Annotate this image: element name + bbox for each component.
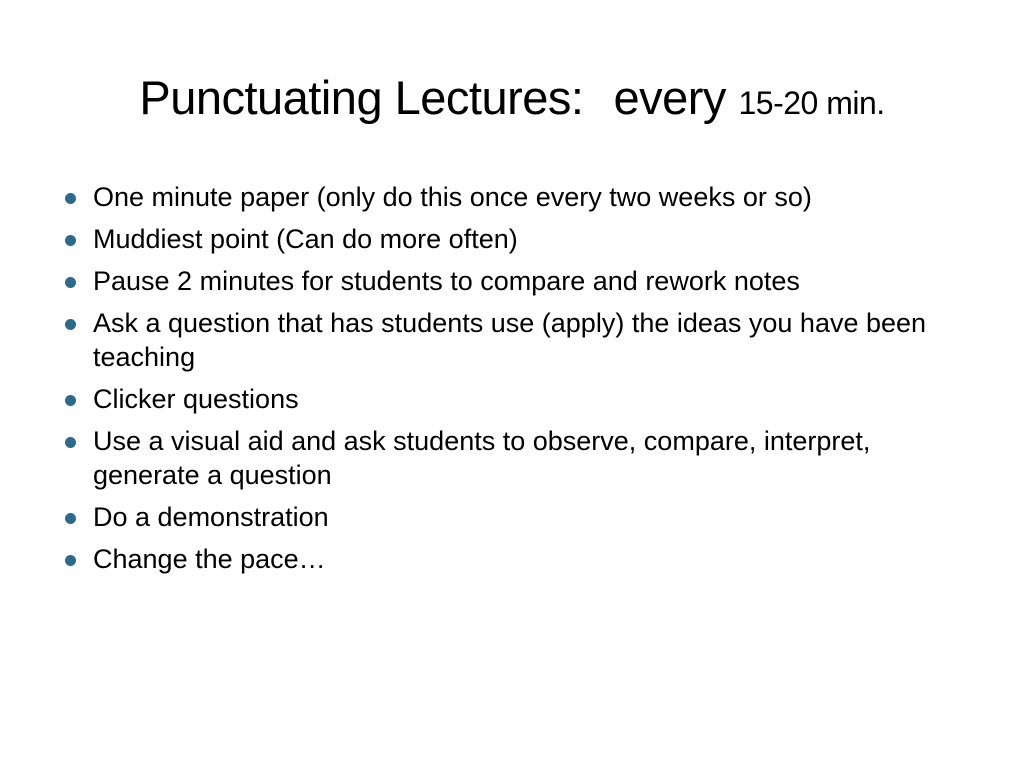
bullet-item <box>62 542 962 576</box>
bullet-item <box>62 424 962 492</box>
bullet-dot-icon <box>65 277 76 288</box>
bullet-item <box>62 500 962 534</box>
bullet-text: Do a demonstration <box>93 502 329 532</box>
bullet-dot-icon <box>65 437 76 448</box>
bullet-text: Muddiest point (Can do more often) <box>93 224 518 254</box>
slide-title <box>0 68 1024 133</box>
title-every: every <box>613 71 726 124</box>
bullet-item <box>62 180 962 214</box>
bullet-text: Ask a question that has students use (apply) the ideas you have been teaching <box>93 308 927 372</box>
bullet-dot-icon <box>65 395 76 406</box>
title-interval: 15-20 min. <box>738 85 885 121</box>
bullet-dot-icon <box>65 319 76 330</box>
bullet-text: Change the pace… <box>93 544 326 574</box>
bullet-dot-icon <box>65 193 76 204</box>
title-main: Punctuating Lectures: <box>139 71 584 124</box>
bullet-dot-icon <box>65 513 76 524</box>
bullet-text: Clicker questions <box>93 384 299 414</box>
bullet-item <box>62 264 962 298</box>
bullet-item <box>62 306 962 374</box>
bullet-list <box>62 180 962 584</box>
bullet-text: Pause 2 minutes for students to compare and rework notes <box>93 266 800 296</box>
bullet-item <box>62 382 962 416</box>
bullet-text: One minute paper (only do this once every two weeks or so) <box>93 182 812 212</box>
bullet-dot-icon <box>65 555 76 566</box>
bullet-dot-icon <box>65 235 76 246</box>
bullet-item <box>62 222 962 256</box>
bullet-text: Use a visual aid and ask students to observe, compare, interpret, generate a question <box>93 426 871 490</box>
